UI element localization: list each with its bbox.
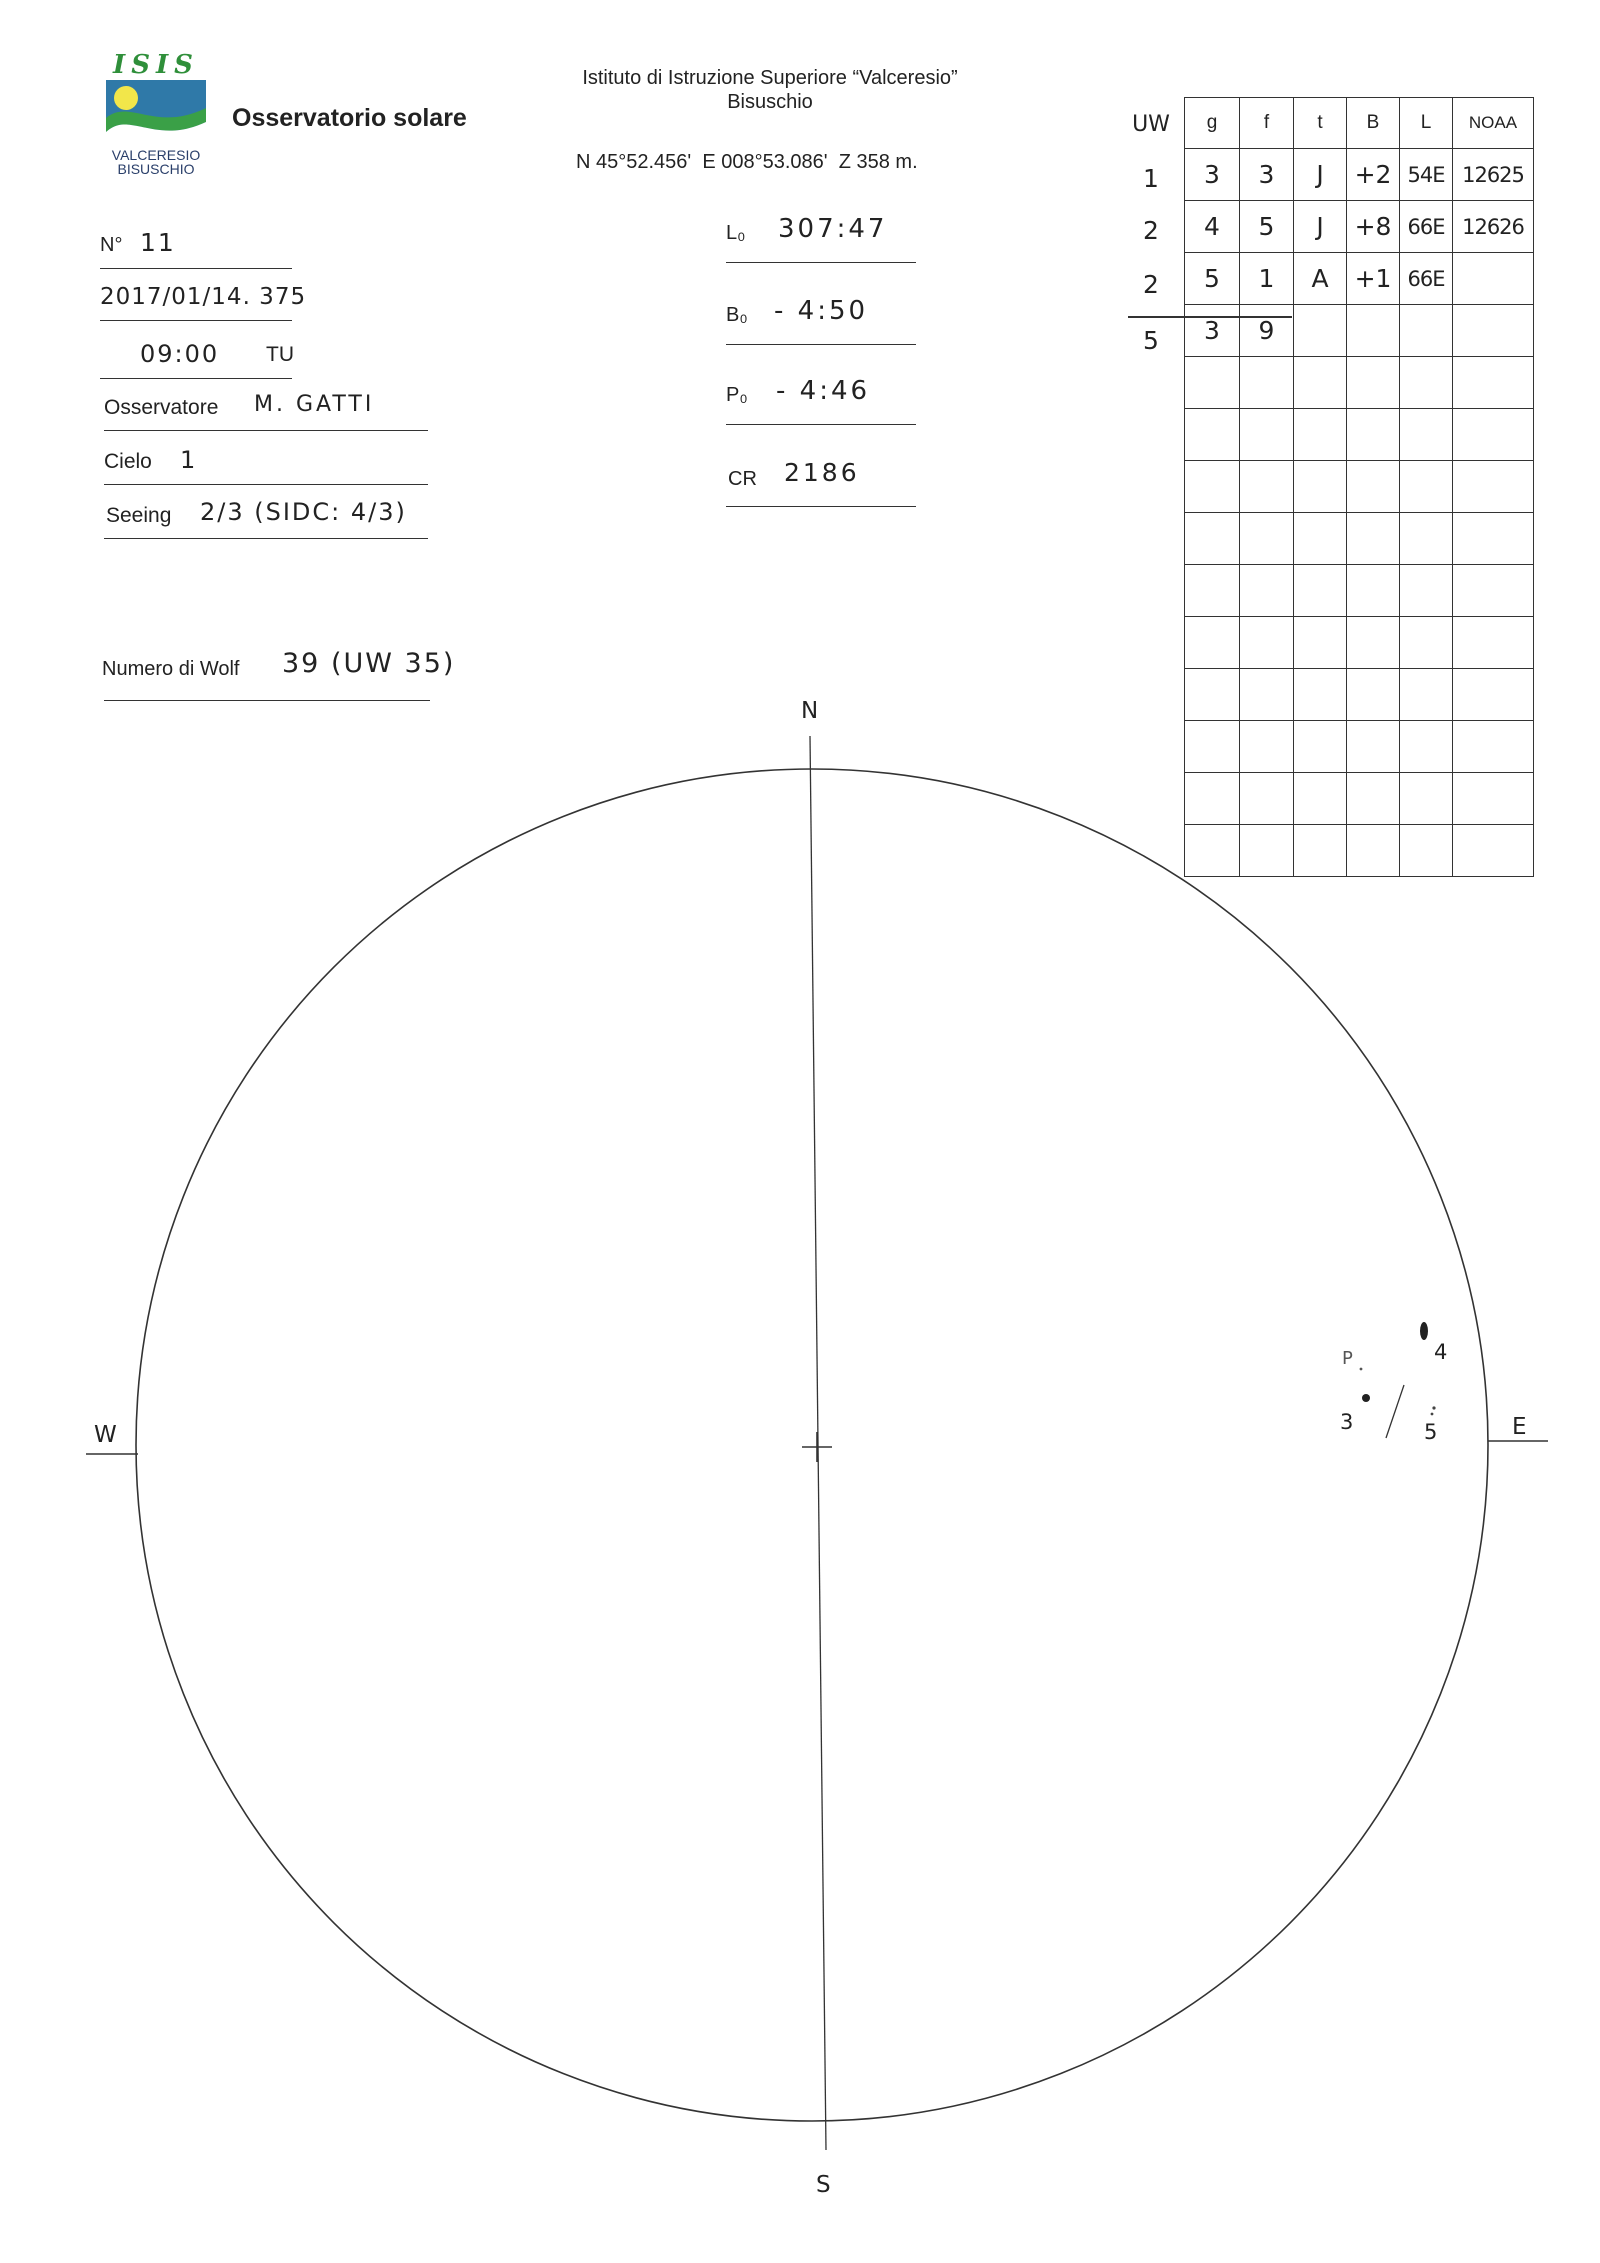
empty-cell bbox=[1400, 357, 1453, 409]
empty-cell bbox=[1453, 617, 1534, 669]
empty-cell bbox=[1185, 617, 1240, 669]
time-field bbox=[100, 334, 292, 379]
empty-cell bbox=[1294, 513, 1347, 565]
sky-label: Cielo bbox=[104, 450, 152, 473]
sunspot-group-4 bbox=[1420, 1322, 1428, 1340]
empty-cell bbox=[1400, 617, 1453, 669]
empty-cell bbox=[1294, 305, 1347, 357]
b0-label: B₀ bbox=[726, 304, 748, 326]
empty-cell bbox=[1400, 825, 1453, 877]
empty-cell bbox=[1185, 721, 1240, 773]
empty-cell bbox=[1400, 409, 1453, 461]
empty-row bbox=[1185, 721, 1534, 773]
logo-caption-2: BISUSCHIO bbox=[117, 161, 195, 177]
cell-noaa bbox=[1453, 253, 1534, 305]
time-value: 09:00 bbox=[140, 340, 220, 368]
empty-row bbox=[1185, 409, 1534, 461]
empty-cell bbox=[1347, 565, 1400, 617]
wolf-field bbox=[102, 648, 456, 701]
number-value: 11 bbox=[140, 228, 176, 257]
group-label-5: 5 bbox=[1424, 1420, 1438, 1444]
empty-cell bbox=[1294, 409, 1347, 461]
group-label-3: 3 bbox=[1340, 1410, 1354, 1434]
col-header-l: L bbox=[1400, 98, 1453, 149]
col-header-t: t bbox=[1294, 98, 1347, 149]
p-marker-dot bbox=[1360, 1368, 1363, 1371]
groups-table bbox=[1184, 97, 1534, 877]
col-header-b: B bbox=[1347, 98, 1400, 149]
total-f: 9 bbox=[1240, 305, 1294, 357]
empty-cell bbox=[1347, 513, 1400, 565]
cr-label: CR bbox=[728, 468, 757, 490]
school-logo bbox=[100, 52, 212, 184]
empty-cell bbox=[1185, 513, 1240, 565]
empty-row bbox=[1185, 773, 1534, 825]
cell-l: 66E bbox=[1400, 201, 1453, 253]
empty-cell bbox=[1240, 825, 1294, 877]
time-suffix: TU bbox=[266, 343, 294, 366]
cell-f: 3 bbox=[1240, 149, 1294, 201]
empty-cell bbox=[1294, 461, 1347, 513]
empty-cell bbox=[1185, 825, 1240, 877]
l0-value: 307:47 bbox=[778, 214, 888, 244]
empty-cell bbox=[1453, 773, 1534, 825]
date-field bbox=[100, 278, 307, 321]
group-separator-line bbox=[1386, 1385, 1404, 1438]
empty-cell bbox=[1453, 669, 1534, 721]
empty-cell bbox=[1185, 565, 1240, 617]
seeing-label: Seeing bbox=[106, 504, 172, 527]
empty-cell bbox=[1400, 513, 1453, 565]
number-field bbox=[100, 222, 292, 269]
cell-t: J bbox=[1294, 149, 1347, 201]
empty-cell bbox=[1453, 825, 1534, 877]
date-value: 2017/01/14. 375 bbox=[100, 284, 307, 310]
table-header-row bbox=[1185, 98, 1534, 149]
north-south-axis bbox=[810, 736, 826, 2150]
empty-cell bbox=[1240, 721, 1294, 773]
empty-cell bbox=[1347, 669, 1400, 721]
empty-cell bbox=[1347, 409, 1400, 461]
cell-t: A bbox=[1294, 253, 1347, 305]
empty-cell bbox=[1453, 357, 1534, 409]
group-label-4: 4 bbox=[1434, 1340, 1448, 1364]
empty-cell bbox=[1400, 305, 1453, 357]
empty-cell bbox=[1240, 617, 1294, 669]
empty-cell bbox=[1240, 773, 1294, 825]
empty-row bbox=[1185, 461, 1534, 513]
empty-cell bbox=[1453, 565, 1534, 617]
cell-b: +8 bbox=[1347, 201, 1400, 253]
p-label: P bbox=[1342, 1348, 1353, 1369]
observatory-title: Osservatorio solare bbox=[232, 104, 467, 132]
cell-g: 4 bbox=[1185, 201, 1240, 253]
empty-cell bbox=[1240, 565, 1294, 617]
empty-cell bbox=[1347, 617, 1400, 669]
table-row bbox=[1185, 201, 1534, 253]
empty-cell bbox=[1347, 461, 1400, 513]
logo-mark: ISIS bbox=[113, 50, 199, 80]
b0-value: - 4:50 bbox=[774, 296, 869, 326]
uw-row-2: 2 bbox=[1143, 216, 1159, 245]
empty-cell bbox=[1294, 773, 1347, 825]
empty-cell bbox=[1347, 305, 1400, 357]
empty-cell bbox=[1453, 513, 1534, 565]
cell-l: 54E bbox=[1400, 149, 1453, 201]
institute-line-2: Bisuschio bbox=[727, 91, 813, 113]
empty-cell bbox=[1185, 461, 1240, 513]
empty-row bbox=[1185, 565, 1534, 617]
empty-row bbox=[1185, 513, 1534, 565]
empty-cell bbox=[1240, 669, 1294, 721]
observer-field bbox=[104, 384, 428, 431]
cr-field bbox=[726, 452, 916, 507]
empty-cell bbox=[1400, 721, 1453, 773]
cell-f: 5 bbox=[1240, 201, 1294, 253]
empty-cell bbox=[1400, 565, 1453, 617]
empty-cell bbox=[1400, 773, 1453, 825]
col-header-g: g bbox=[1185, 98, 1240, 149]
empty-cell bbox=[1294, 565, 1347, 617]
sky-field bbox=[104, 438, 428, 485]
south-label: S bbox=[816, 2172, 831, 2198]
empty-cell bbox=[1453, 409, 1534, 461]
wolf-value: 39 (UW 35) bbox=[282, 648, 456, 679]
empty-cell bbox=[1347, 721, 1400, 773]
uw-row-1: 1 bbox=[1143, 164, 1159, 193]
wolf-label: Numero di Wolf bbox=[102, 658, 240, 680]
empty-cell bbox=[1453, 461, 1534, 513]
cr-value: 2186 bbox=[784, 458, 860, 487]
empty-row bbox=[1185, 357, 1534, 409]
empty-cell bbox=[1294, 617, 1347, 669]
empty-cell bbox=[1185, 409, 1240, 461]
solar-disk-circle bbox=[136, 769, 1488, 2121]
empty-cell bbox=[1185, 669, 1240, 721]
seeing-field bbox=[104, 490, 428, 539]
west-label: W bbox=[94, 1422, 117, 1448]
cell-f: 1 bbox=[1240, 253, 1294, 305]
total-g: 3 bbox=[1185, 305, 1240, 357]
l0-field bbox=[726, 208, 916, 263]
east-label: E bbox=[1512, 1414, 1527, 1440]
uw-total: 5 bbox=[1143, 326, 1159, 355]
empty-cell bbox=[1347, 357, 1400, 409]
empty-cell bbox=[1240, 513, 1294, 565]
empty-row bbox=[1185, 617, 1534, 669]
p0-label: P₀ bbox=[726, 384, 748, 406]
col-header-f: f bbox=[1240, 98, 1294, 149]
sunspot-group-3 bbox=[1362, 1394, 1370, 1402]
cell-g: 3 bbox=[1185, 149, 1240, 201]
institute-line-1: Istituto di Istruzione Superiore “Valceresio” bbox=[582, 67, 958, 89]
uw-header: UW bbox=[1132, 112, 1170, 137]
sky-value: 1 bbox=[180, 446, 198, 474]
empty-cell bbox=[1347, 773, 1400, 825]
cell-noaa: 12626 bbox=[1453, 201, 1534, 253]
empty-cell bbox=[1347, 825, 1400, 877]
p0-field bbox=[726, 370, 916, 425]
l0-label: L₀ bbox=[726, 222, 746, 244]
empty-cell bbox=[1185, 357, 1240, 409]
empty-cell bbox=[1453, 305, 1534, 357]
cell-b: +1 bbox=[1347, 253, 1400, 305]
empty-cell bbox=[1240, 409, 1294, 461]
seeing-value: 2/3 (SIDC: 4/3) bbox=[200, 498, 407, 526]
uw-row-3: 2 bbox=[1143, 270, 1159, 299]
number-label: N° bbox=[100, 234, 123, 256]
empty-row bbox=[1185, 669, 1534, 721]
empty-cell bbox=[1294, 721, 1347, 773]
sun-wave-icon bbox=[100, 78, 212, 148]
coordinates: N 45°52.456' E 008°53.086' Z 358 m. bbox=[576, 151, 918, 173]
logo-caption-1: VALCERESIO bbox=[111, 147, 201, 163]
cell-l: 66E bbox=[1400, 253, 1453, 305]
cell-b: +2 bbox=[1347, 149, 1400, 201]
table-row bbox=[1185, 149, 1534, 201]
sunspot-group-5-a bbox=[1432, 1406, 1435, 1409]
observer-label: Osservatore bbox=[104, 396, 219, 419]
empty-cell bbox=[1294, 669, 1347, 721]
empty-cell bbox=[1400, 669, 1453, 721]
empty-cell bbox=[1400, 461, 1453, 513]
empty-cell bbox=[1240, 357, 1294, 409]
cell-noaa: 12625 bbox=[1453, 149, 1534, 201]
observer-value: M. GATTI bbox=[254, 392, 375, 417]
col-header-noaa: NOAA bbox=[1453, 98, 1534, 149]
p0-value: - 4:46 bbox=[776, 376, 871, 406]
table-row bbox=[1185, 253, 1534, 305]
table-total-row bbox=[1185, 305, 1534, 357]
empty-cell bbox=[1294, 357, 1347, 409]
b0-field bbox=[726, 290, 916, 345]
institute-name bbox=[520, 66, 1020, 114]
cell-g: 5 bbox=[1185, 253, 1240, 305]
north-label: N bbox=[801, 698, 819, 724]
empty-row bbox=[1185, 825, 1534, 877]
empty-cell bbox=[1453, 721, 1534, 773]
cell-t: J bbox=[1294, 201, 1347, 253]
empty-cell bbox=[1240, 461, 1294, 513]
empty-cell bbox=[1185, 773, 1240, 825]
sunspot-group-5-b bbox=[1431, 1413, 1434, 1416]
empty-cell bbox=[1294, 825, 1347, 877]
